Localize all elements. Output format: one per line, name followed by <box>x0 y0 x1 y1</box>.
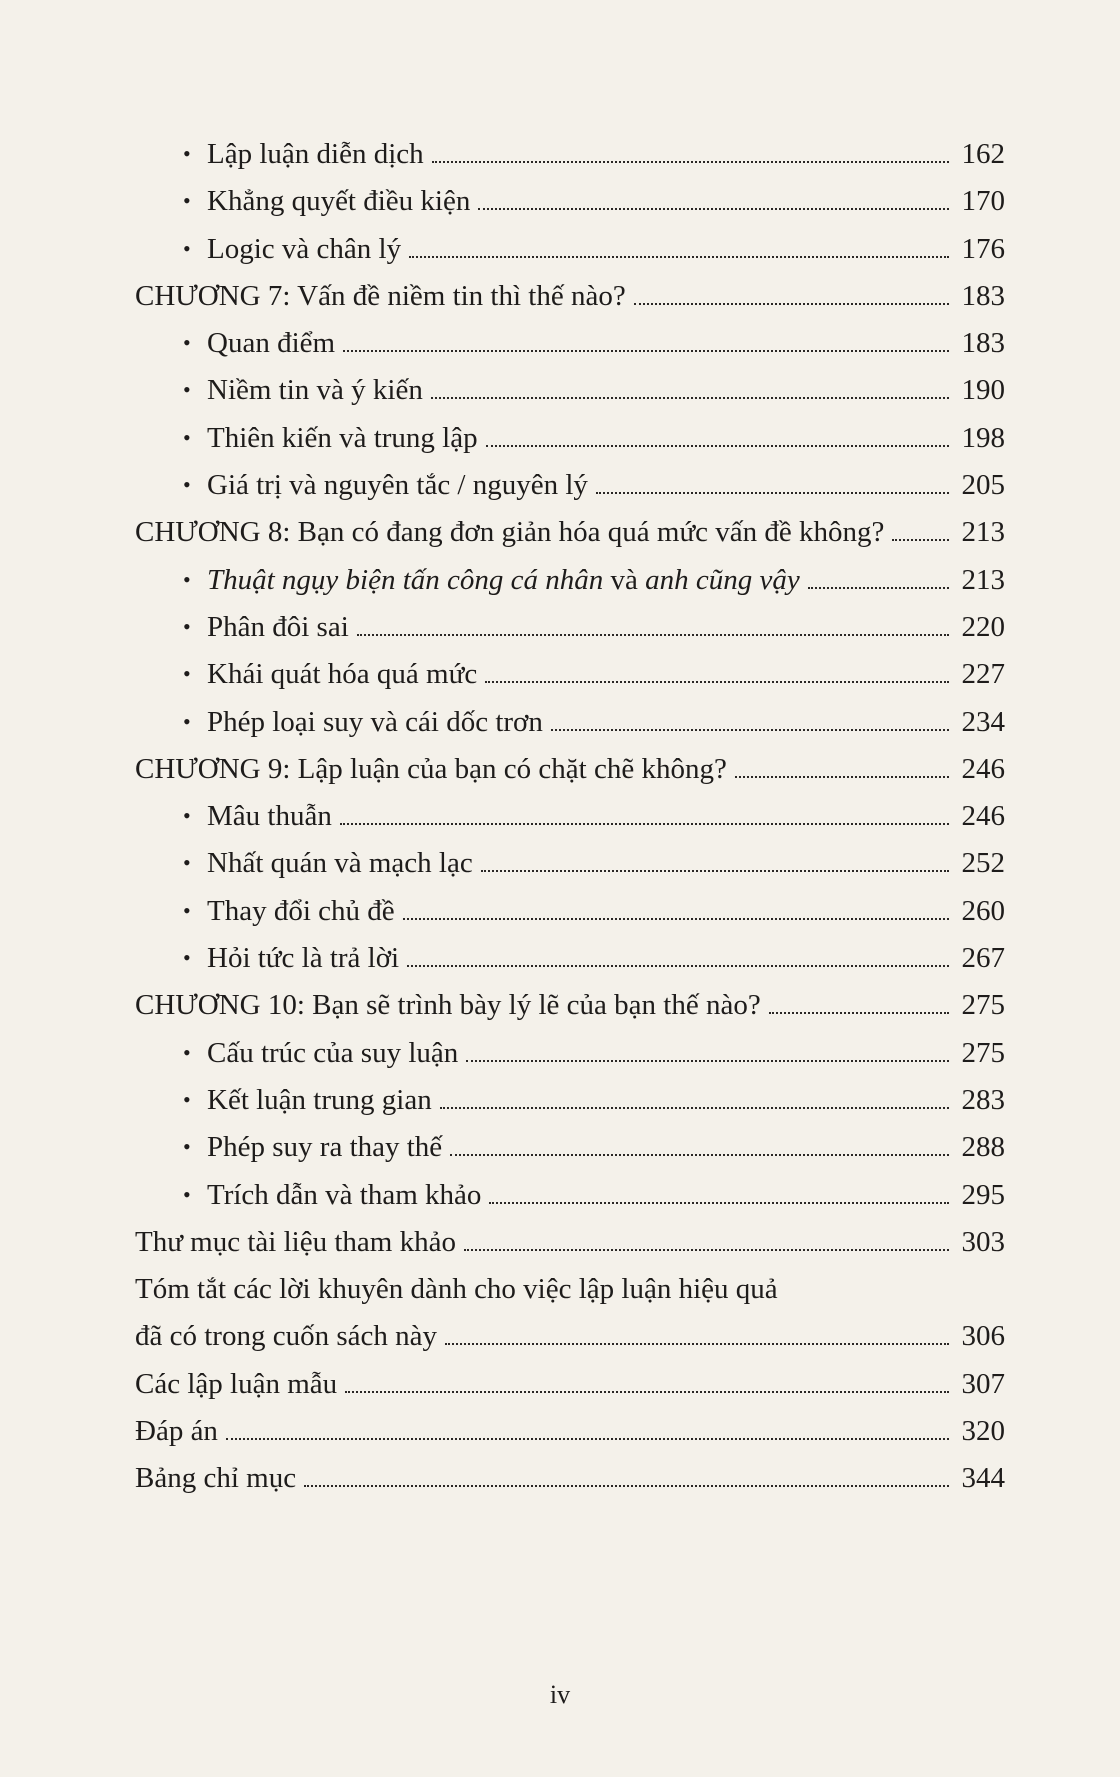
bullet-icon: • <box>183 1086 191 1112</box>
toc-page-number: 176 <box>961 232 1005 265</box>
toc-entry-title: CHƯƠNG 9: Lập luận của bạn có chặt chẽ không? <box>135 752 727 785</box>
toc-page-number: 320 <box>961 1415 1005 1448</box>
dot-leader <box>304 1485 949 1487</box>
toc-entry-title: Thư mục tài liệu tham khảo <box>135 1225 456 1258</box>
toc-page-number: 306 <box>961 1320 1005 1353</box>
bullet-icon: • <box>183 235 191 261</box>
toc-entry-title: Phép suy ra thay thế <box>207 1131 443 1164</box>
toc-page-number: 205 <box>961 469 1005 502</box>
toc-page-number: 275 <box>961 1036 1005 1069</box>
toc-entry-title-joiner: và <box>603 563 646 596</box>
toc-subentry <box>135 1124 1005 1171</box>
toc-entry <box>135 1455 1005 1502</box>
toc-entry-title: Khẳng quyết điều kiện <box>207 185 471 218</box>
toc-entry <box>135 273 1005 320</box>
toc-page-number: 267 <box>961 942 1005 975</box>
toc-subentry <box>135 935 1005 982</box>
bullet-icon: • <box>183 141 191 166</box>
toc-entry-title <box>207 557 800 604</box>
toc-subentry <box>135 604 1005 651</box>
toc-subentry <box>135 651 1005 698</box>
dot-leader <box>445 1343 949 1345</box>
table-of-contents <box>135 131 1005 1503</box>
toc-subentry <box>135 699 1005 746</box>
toc-subentry <box>135 462 1005 509</box>
toc-entry-title: Thiên kiến và trung lập <box>207 421 478 454</box>
toc-subentry <box>135 178 1005 225</box>
toc-entry-title: Đáp án <box>135 1415 218 1448</box>
toc-subentry <box>135 793 1005 840</box>
toc-entry-title: Thay đổi chủ đề <box>207 894 395 927</box>
toc-entry-title: Lập luận diễn dịch <box>207 138 424 170</box>
bullet-icon: • <box>183 188 191 214</box>
toc-entry-title: Kết luận trung gian <box>207 1083 432 1116</box>
toc-page-number: 283 <box>961 1083 1005 1116</box>
toc-entry-title: Giá trị và nguyên tắc / nguyên lý <box>207 469 588 502</box>
toc-page-number: 198 <box>961 421 1005 454</box>
toc-subentry <box>135 320 1005 367</box>
toc-entry-title: Phân đôi sai <box>207 610 349 643</box>
toc-page-number: 183 <box>961 279 1005 312</box>
toc-page-number: 252 <box>961 847 1005 880</box>
toc-page-number: 246 <box>961 752 1005 785</box>
bullet-icon: • <box>183 377 191 403</box>
toc-subentry <box>135 1172 1005 1219</box>
toc-entry-title: Niềm tin và ý kiến <box>207 374 423 407</box>
toc-subentry <box>135 226 1005 273</box>
bullet-icon: • <box>183 566 191 592</box>
toc-page-number: 295 <box>961 1178 1005 1211</box>
toc-subentry <box>135 1077 1005 1124</box>
dot-leader <box>431 397 949 399</box>
dot-leader <box>226 1438 949 1440</box>
toc-entry-title: Trích dẫn và tham khảo <box>207 1178 482 1211</box>
toc-entry-title-italic: Thuật ngụy biện tấn công cá nhân <box>207 563 604 596</box>
bullet-icon: • <box>183 708 191 734</box>
dot-leader <box>808 587 949 589</box>
bullet-icon: • <box>183 803 191 829</box>
toc-entry-title: CHƯƠNG 10: Bạn sẽ trình bày lý lẽ của bạn thế nào? <box>135 989 761 1022</box>
dot-leader <box>481 870 949 872</box>
toc-page-number: 344 <box>961 1462 1005 1495</box>
bullet-icon: • <box>183 661 191 687</box>
dot-leader <box>343 350 949 352</box>
bullet-icon: • <box>183 613 191 639</box>
toc-page-number: 220 <box>961 610 1005 643</box>
dot-leader <box>432 161 949 163</box>
page-number: iv <box>549 1680 571 1709</box>
toc-subentry <box>135 131 1005 178</box>
toc-entry <box>135 746 1005 793</box>
toc-entry-title: Các lập luận mẫu <box>135 1367 338 1400</box>
dot-leader <box>357 634 949 636</box>
toc-page-number: 162 <box>961 138 1005 170</box>
dot-leader <box>769 1012 949 1014</box>
toc-subentry <box>135 1030 1005 1077</box>
toc-page-number: 213 <box>961 516 1005 549</box>
toc-page-number: 234 <box>961 705 1005 738</box>
toc-entry-title: Nhất quán và mạch lạc <box>207 847 473 880</box>
toc-subentry <box>135 367 1005 414</box>
dot-leader <box>403 918 949 920</box>
dot-leader <box>409 256 949 258</box>
dot-leader <box>478 208 949 210</box>
dot-leader <box>485 681 949 683</box>
toc-page-number: 288 <box>961 1131 1005 1164</box>
dot-leader <box>634 303 949 305</box>
bullet-icon: • <box>183 945 191 971</box>
toc-entry <box>135 509 1005 556</box>
toc-page-number: 183 <box>961 327 1005 360</box>
toc-page-number: 260 <box>961 894 1005 927</box>
toc-page-number: 275 <box>961 989 1005 1022</box>
toc-entry-title: CHƯƠNG 7: Vấn đề niềm tin thì thế nào? <box>135 279 626 312</box>
toc-page-number: 303 <box>961 1225 1005 1258</box>
toc-entry-title-italic: anh cũng vậy <box>645 563 800 596</box>
toc-entry-title: Quan điểm <box>207 327 336 360</box>
toc-entry-title: Tóm tắt các lời khuyên dành cho việc lập luận hiệu quả <box>135 1273 778 1306</box>
dot-leader <box>735 776 949 778</box>
dot-leader <box>892 539 949 541</box>
dot-leader <box>489 1202 949 1204</box>
toc-entry-title: Mâu thuẫn <box>207 800 332 833</box>
dot-leader <box>340 823 949 825</box>
toc-entry-title: Bảng chỉ mục <box>135 1462 297 1495</box>
bullet-icon: • <box>183 1181 191 1207</box>
toc-entry <box>135 1361 1005 1408</box>
toc-subentry <box>135 840 1005 887</box>
dot-leader <box>596 492 949 494</box>
toc-entry-title: Logic và chân lý <box>207 232 402 265</box>
toc-entry-title: Khái quát hóa quá mức <box>207 658 478 691</box>
toc-entry-title: đã có trong cuốn sách này <box>135 1320 437 1353</box>
toc-entry <box>135 1219 1005 1266</box>
dot-leader <box>464 1249 949 1251</box>
toc-subentry <box>135 557 1005 604</box>
toc-page-number: 213 <box>961 563 1005 596</box>
toc-subentry <box>135 888 1005 935</box>
dot-leader <box>466 1060 949 1062</box>
toc-entry-title: Phép loại suy và cái dốc trơn <box>207 705 543 738</box>
toc-entry-title: Cấu trúc của suy luận <box>207 1036 459 1069</box>
bullet-icon: • <box>183 424 191 450</box>
toc-entry-title: Hỏi tức là trả lời <box>207 942 400 975</box>
bullet-icon: • <box>183 1039 191 1065</box>
bullet-icon: • <box>183 850 191 876</box>
toc-page-number: 307 <box>961 1367 1005 1400</box>
toc-entry <box>135 1408 1005 1455</box>
bullet-icon: • <box>183 897 191 923</box>
toc-page-number: 227 <box>961 658 1005 691</box>
dot-leader <box>345 1391 949 1393</box>
toc-entry-title: CHƯƠNG 8: Bạn có đang đơn giản hóa quá mức vấn đề không? <box>135 516 885 549</box>
toc-page-number: 246 <box>961 800 1005 833</box>
toc-entry <box>135 1313 1005 1360</box>
bullet-icon: • <box>183 472 191 498</box>
dot-leader <box>486 445 949 447</box>
toc-entry <box>135 982 1005 1029</box>
toc-subentry <box>135 415 1005 462</box>
toc-page-number: 170 <box>961 185 1005 218</box>
dot-leader <box>407 965 949 967</box>
dot-leader <box>440 1107 949 1109</box>
dot-leader <box>450 1154 949 1156</box>
bullet-icon: • <box>183 330 191 356</box>
toc-page-number: 190 <box>961 374 1005 407</box>
toc-entry <box>135 1266 1005 1313</box>
bullet-icon: • <box>183 1134 191 1160</box>
dot-leader <box>551 729 949 731</box>
